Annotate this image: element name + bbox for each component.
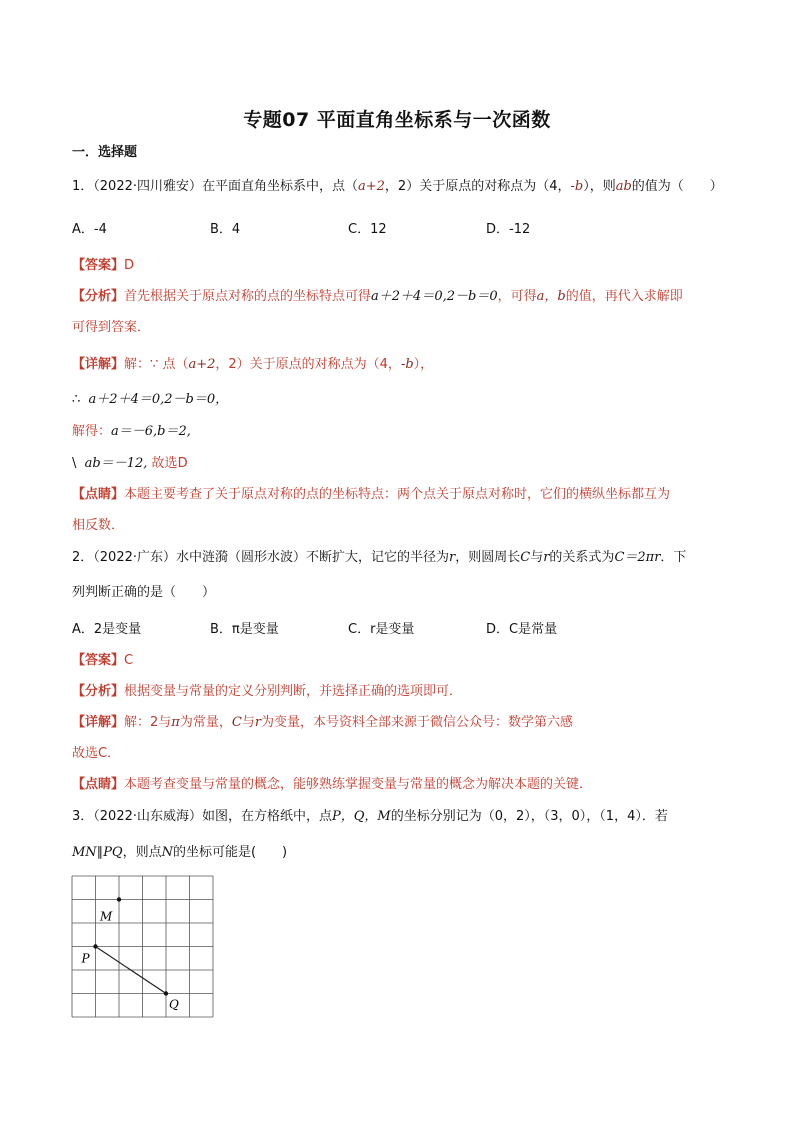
q1-analysis-line2: 可得到答案． <box>72 320 151 335</box>
q3-stem-line2: MN∥PQ，则点N的坐标可能是( ) <box>72 845 288 860</box>
label-P: P <box>81 951 90 966</box>
point-P <box>93 944 97 948</box>
q2-option-d: D．C是常量 <box>486 622 558 637</box>
q2-detail: 【详解】解：2与π为常量，C与r为变量，本号资料全部来源于微信公众号：数学第六感 <box>72 715 574 730</box>
q1-step1: ∴ a＋2＋4＝0,2－b＝0， <box>72 392 229 407</box>
q1-option-c: C．12 <box>348 222 387 237</box>
q3-grid-figure <box>60 866 230 1026</box>
q1-analysis: 【分析】首先根据关于原点对称的点的坐标特点可得a＋2＋4＝0,2－b＝0，可得a，b的值，再代入求解即 <box>72 289 683 304</box>
q1-option-b: B．4 <box>210 222 241 237</box>
q2-option-a: A．2是变量 <box>72 622 142 637</box>
q1-step3: \ ab＝－12, 故选D <box>72 456 188 471</box>
q2-detail-line2: 故选C． <box>72 746 121 761</box>
point-Q <box>164 991 168 995</box>
q1-comment-line2: 相反数． <box>72 518 125 533</box>
q2-option-c: C．r是变量 <box>348 622 415 637</box>
q1-detail: 【详解】解：∵ 点（a+2，2）关于原点的对称点为（4，-b）， <box>72 357 434 372</box>
q3-stem: 3．（2022·山东威海）如图，在方格纸中，点P，Q，M的坐标分别记为（0，2），（3，0），（1，4）．若 <box>72 809 668 824</box>
q2-comment: 【点睛】本题考查变量与常量的概念，能够熟练掌握变量与常量的概念为解决本题的关键． <box>72 777 593 792</box>
q1-option-a: A．-4 <box>72 222 107 237</box>
q1-answer: 【答案】D <box>72 258 135 273</box>
point-M <box>117 897 121 901</box>
label-M: M <box>100 909 113 924</box>
q1-option-d: D．-12 <box>486 222 531 237</box>
page-title: 专题07 平面直角坐标系与一次函数 <box>243 109 551 131</box>
section-heading: 一．选择题 <box>72 145 138 160</box>
q1-step2: 解得：a＝－6,b＝2, <box>72 424 191 439</box>
q2-analysis: 【分析】根据变量与常量的定义分别判断，并选择正确的选项即可． <box>72 684 463 699</box>
label-Q: Q <box>169 997 179 1012</box>
q2-stem: 2．（2022·广东）水中涟漪（圆形水波）不断扩大，记它的半径为r，则圆周长C与r的关系式为C＝2πr．下 <box>72 550 687 565</box>
grid-lines <box>72 876 213 1017</box>
q2-stem-line2: 列判断正确的是（ ） <box>72 585 216 600</box>
q1-comment: 【点睛】本题主要考查了关于原点对称的点的坐标特点：两个点关于原点对称时，它们的横纵坐标都互为 <box>72 487 671 502</box>
q2-option-b: B．π是变量 <box>210 622 279 637</box>
q2-answer: 【答案】C <box>72 653 134 668</box>
q1-stem: 1．（2022·四川雅安）在平面直角坐标系中，点（a+2，2）关于原点的对称点为（4，-b），则ab的值为（ ） <box>72 179 723 194</box>
